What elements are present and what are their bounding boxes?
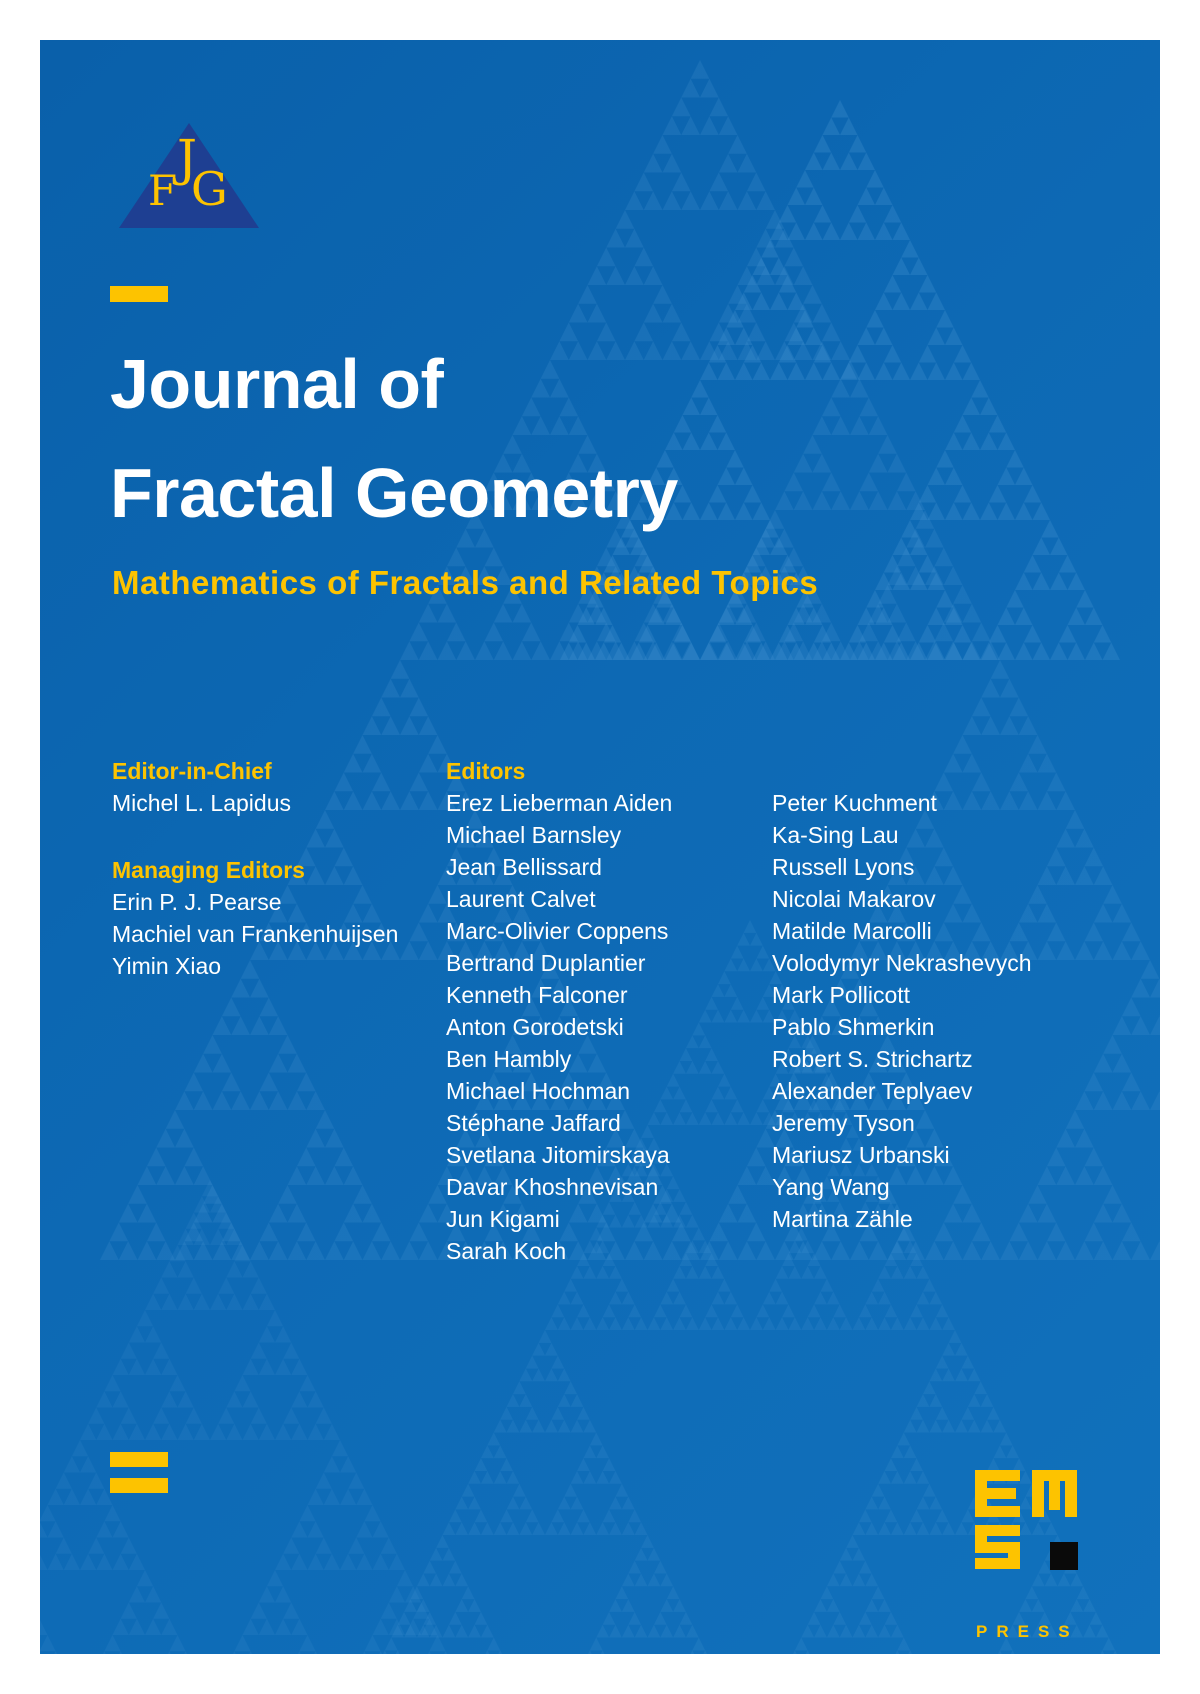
- ems-logo-letter-s: [975, 1525, 1020, 1569]
- editor-name: Erin P. J. Pearse: [112, 889, 282, 915]
- editor-name: Machiel van Frankenhuijsen: [112, 921, 399, 947]
- ems-logo-letter-m: [1032, 1470, 1077, 1517]
- editor-name: Martina Zähle: [772, 1206, 913, 1232]
- journal-title: [110, 330, 678, 548]
- editor-name: Nicolai Makarov: [772, 886, 936, 912]
- editor-in-chief-heading: Editor-in-Chief: [112, 758, 272, 784]
- editor-name: Robert S. Strichartz: [772, 1046, 973, 1072]
- editor-name: Peter Kuchment: [772, 790, 937, 816]
- editor-name: Michel L. Lapidus: [112, 790, 291, 816]
- ems-logo-glyphs: [975, 1470, 1120, 1620]
- editor-name: Yang Wang: [772, 1174, 890, 1200]
- editor-name: Alexander Teplyaev: [772, 1078, 973, 1104]
- editor-name: Bertrand Duplantier: [446, 950, 646, 976]
- editors-names-column1: [446, 787, 768, 1267]
- editor-name: Mark Pollicott: [772, 982, 911, 1008]
- editor-name: Svetlana Jitomirskaya: [446, 1142, 670, 1168]
- editorial-column-left: [112, 755, 442, 982]
- editor-name: Pablo Shmerkin: [772, 1014, 935, 1040]
- managing-editors-names: [112, 886, 442, 982]
- editor-name: Matilde Marcolli: [772, 918, 932, 944]
- editor-name: Jeremy Tyson: [772, 1110, 915, 1136]
- editor-name: Sarah Koch: [446, 1238, 567, 1264]
- journal-title-line2: Fractal Geometry: [110, 454, 678, 532]
- journal-subtitle: Mathematics of Fractals and Related Topics: [112, 564, 819, 601]
- ems-press-label: PRESS: [976, 1622, 1079, 1641]
- jfg-logo-letter-j: J: [177, 129, 198, 187]
- accent-equals-bar-top: [110, 1452, 168, 1467]
- editor-name: Anton Gorodetski: [446, 1014, 624, 1040]
- editorial-column-right: [772, 787, 1102, 1235]
- editor-name: Russell Lyons: [772, 854, 915, 880]
- accent-equals-bar-bottom: [110, 1478, 168, 1493]
- editors-heading: Editors: [446, 758, 526, 784]
- jfg-logo-letter-f: F: [148, 166, 178, 215]
- managing-editors-heading: Managing Editors: [112, 857, 305, 883]
- editor-name: Kenneth Falconer: [446, 982, 628, 1008]
- editor-name: Ben Hambly: [446, 1046, 572, 1072]
- editor-name: Ka-Sing Lau: [772, 822, 899, 848]
- editor-name: Jun Kigami: [446, 1206, 560, 1232]
- editor-name: Yimin Xiao: [112, 953, 222, 979]
- editorial-column-middle: [446, 755, 768, 1267]
- editors-names-column2: [772, 787, 1102, 1235]
- ems-press-logo: [975, 1470, 1120, 1645]
- editor-name: Stéphane Jaffard: [446, 1110, 621, 1136]
- editor-name: Davar Khoshnevisan: [446, 1174, 659, 1200]
- editor-name: Volodymyr Nekrashevych: [772, 950, 1032, 976]
- accent-dash: [110, 286, 168, 302]
- editor-name: Jean Bellissard: [446, 854, 602, 880]
- editor-in-chief-names: [112, 787, 442, 819]
- ems-logo-letter-e: [975, 1470, 1020, 1517]
- journal-title-line1: Journal of: [110, 345, 444, 423]
- jfg-logo: [119, 123, 259, 228]
- editor-name: Michael Barnsley: [446, 822, 622, 848]
- ems-logo-black-square: [1050, 1542, 1078, 1570]
- editor-name: Michael Hochman: [446, 1078, 631, 1104]
- editor-name: Mariusz Urbanski: [772, 1142, 950, 1168]
- editor-name: Marc-Olivier Coppens: [446, 918, 669, 944]
- editor-name: Erez Lieberman Aiden: [446, 790, 673, 816]
- accent-equals: [110, 1452, 168, 1493]
- editor-name: Laurent Calvet: [446, 886, 596, 912]
- cover-background: [40, 40, 1160, 1654]
- jfg-logo-letter-g: G: [191, 162, 228, 216]
